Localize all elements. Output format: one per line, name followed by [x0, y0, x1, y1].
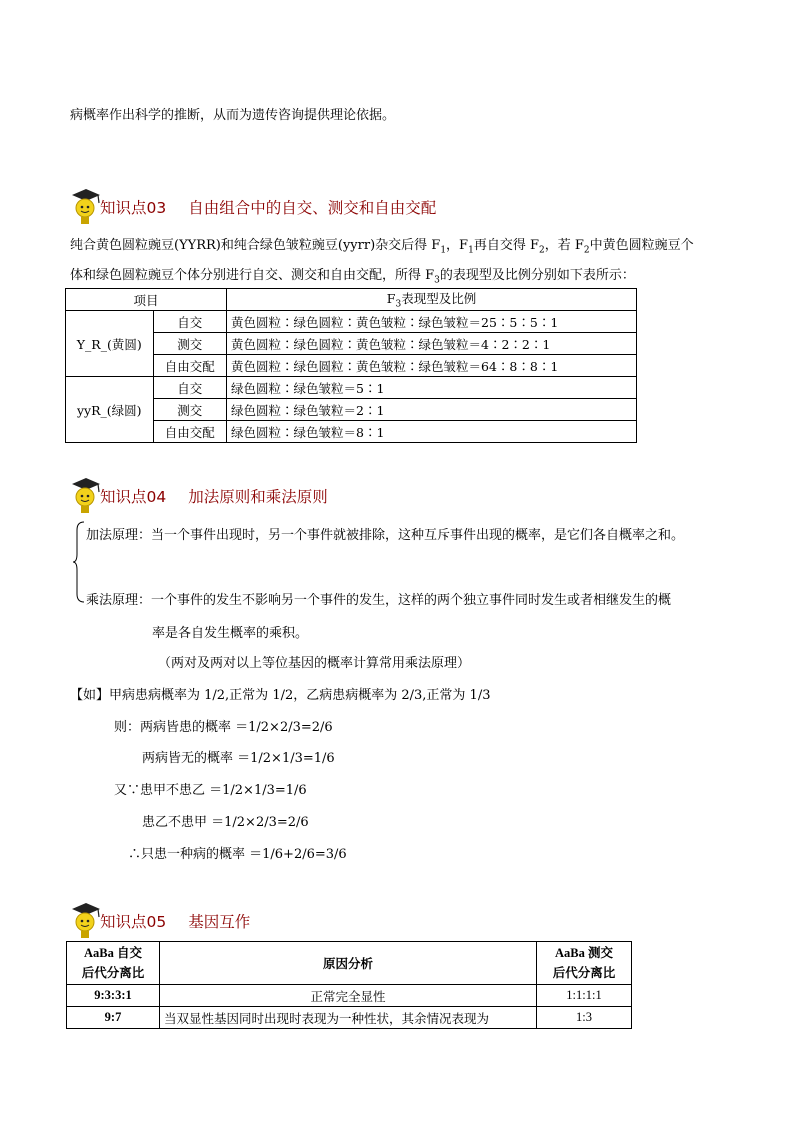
ratio-cell: 9:3:3:1 [67, 985, 160, 1007]
calc-line: ∴只患一种病的概率 ＝1/6+2/6=3/6 [128, 847, 347, 862]
reason-cell: 正常完全显性 [160, 985, 537, 1007]
kp05-title: 基因互作 [188, 913, 251, 931]
header-cell: 原因分析 [160, 942, 537, 985]
test-cell: 1:3 [537, 1007, 632, 1029]
test-cell: 1:1:1:1 [537, 985, 632, 1007]
type-cell: 自由交配 [153, 421, 226, 443]
result-cell: 绿色圆粒∶绿色皱粒＝5∶1 [227, 377, 637, 399]
type-cell: 测交 [153, 333, 226, 355]
reason-cell: 当双显性基因同时出现时表现为一种性状，其余情况表现为 [160, 1007, 537, 1029]
calc-line: 两病皆无的概率 ＝1/2×1/3=1/6 [142, 751, 335, 766]
result-cell: 绿色圆粒∶绿色皱粒＝2∶1 [227, 399, 637, 421]
table-row [67, 1007, 632, 1029]
calc-line: 患乙不患甲 ＝1/2×2/3=2/6 [142, 815, 309, 830]
kp03-paragraph-line1: 纯合黄色圆粒豌豆(YYRR)和纯合绿色皱粒豌豆(yyrr)杂交后得 $F_1$，$F_1$再自交得 $F_2$，若 $F_2$中黄色圆粒豌豆个 [70, 238, 694, 256]
graduate-icon [70, 900, 104, 940]
kp04-title: 加法原则和乘法原则 [188, 488, 328, 506]
type-cell: 自交 [153, 311, 226, 333]
addition-rule: 加法原理：当一个事件出现时，另一个事件就被排除，这种互斥事件出现的概率，是它们各自概率之和。 [86, 528, 685, 543]
graduate-icon [70, 475, 104, 515]
type-cell: 自交 [153, 377, 226, 399]
header-cell: $F_3$表现型及比例 [227, 289, 637, 311]
header-cell: 项目 [66, 289, 227, 311]
calc-line: 又∵患甲不患乙 ＝1/2×1/3=1/6 [114, 783, 307, 798]
kp03-label: 知识点03 [100, 199, 167, 217]
brace-icon [72, 520, 86, 604]
multiplication-rule-line1: 乘法原理：一个事件的发生不影响另一个事件的发生，这样的两个独立事件同时发生或者相继发生的概 [86, 593, 672, 608]
group-cell: Y_R_(黄圆) [66, 311, 154, 377]
group-cell: yyR_(绿圆) [66, 377, 154, 443]
kp03-paragraph-line2: 体和绿色圆粒豌豆个体分别进行自交、测交和自由交配，所得 $F_3$的表现型及比例分别如下表所示： [70, 268, 635, 286]
result-cell: 绿色圆粒∶绿色皱粒＝8∶1 [227, 421, 637, 443]
multiplication-rule-line2: 率是各自发生概率的乘积。 [152, 626, 309, 641]
table-header-row [66, 289, 637, 311]
result-cell: 黄色圆粒∶绿色圆粒∶黄色皱粒∶绿色皱粒＝4∶2∶2∶1 [227, 333, 637, 355]
kp05-label: 知识点05 [100, 913, 167, 931]
kp04-label: 知识点04 [100, 488, 167, 506]
table-row [66, 377, 637, 399]
ratio-cell: 9:7 [67, 1007, 160, 1029]
kp03-title: 自由组合中的自交、测交和自由交配 [188, 199, 437, 217]
result-cell: 黄色圆粒∶绿色圆粒∶黄色皱粒∶绿色皱粒＝25∶5∶5∶1 [227, 311, 637, 333]
example-text: 【如】甲病患病概率为 1/2,正常为 1/2，乙病患病概率为 2/3,正常为 1/3 [70, 688, 491, 703]
header-cell: AaBa 自交 后代分离比 [67, 942, 160, 985]
type-cell: 自由交配 [153, 355, 226, 377]
table-header-row [67, 942, 632, 985]
type-cell: 测交 [153, 399, 226, 421]
header-cell: AaBa 测交 后代分离比 [537, 942, 632, 985]
table-row [67, 985, 632, 1007]
kp04-note: （两对及两对以上等位基因的概率计算常用乘法原理） [158, 656, 471, 671]
table-row [66, 311, 637, 333]
result-cell: 黄色圆粒∶绿色圆粒∶黄色皱粒∶绿色皱粒＝64∶8∶8∶1 [227, 355, 637, 377]
graduate-icon [70, 186, 104, 226]
calc-line: 则：两病皆患的概率 ＝1/2×2/3=2/6 [114, 720, 333, 735]
intro-text: 病概率作出科学的推断，从而为遗传咨询提供理论依据。 [70, 108, 396, 123]
kp05-table [66, 941, 632, 1029]
kp03-table [65, 288, 637, 443]
